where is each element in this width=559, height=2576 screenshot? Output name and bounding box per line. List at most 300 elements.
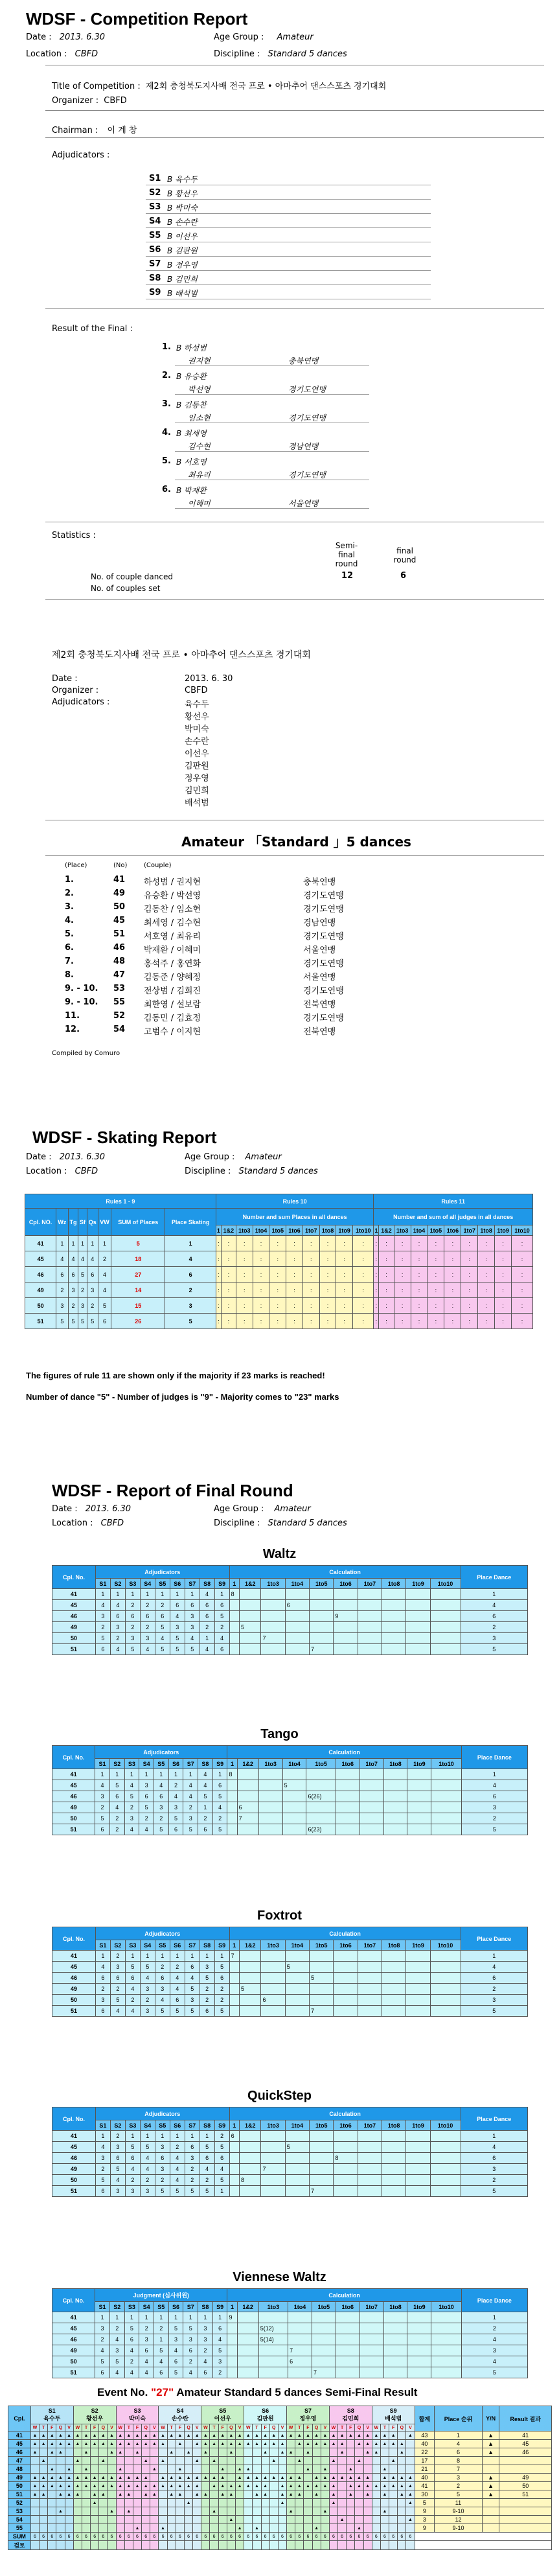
semi-col-sum: 6 xyxy=(48,2533,56,2541)
dance-row xyxy=(52,2323,528,2334)
semi-col-sum: 6 xyxy=(73,2533,82,2541)
semi-dance-code: T xyxy=(338,2424,347,2431)
semi-mark xyxy=(244,2516,253,2524)
semi-mark xyxy=(201,2465,210,2474)
calc-cell: 9 xyxy=(227,2312,237,2323)
semi-mark xyxy=(30,2507,39,2516)
semi-mark: ▲ xyxy=(227,2482,235,2490)
semi-col-sum: 6 xyxy=(269,2533,278,2541)
judge-mark: 6 xyxy=(170,1995,185,2006)
judge-mark: 2 xyxy=(140,2175,155,2186)
judge-mark: 2 xyxy=(139,1813,154,1824)
semi-row xyxy=(8,2524,552,2533)
dance-row xyxy=(52,1622,528,1633)
calc-cell xyxy=(285,2175,309,2186)
summary-couple: 최한영 / 설보람 xyxy=(144,1000,201,1010)
semi-col-sum: 6 xyxy=(124,2533,133,2541)
semi-mark: ▲ xyxy=(253,2474,261,2482)
judge-mark: 1 xyxy=(212,1769,227,1780)
date-label: Date : xyxy=(26,32,52,42)
semi-final-result xyxy=(0,2386,559,2576)
rule11-cell: : xyxy=(411,1236,428,1251)
dance-row xyxy=(52,1791,528,1802)
judge-mark: 5 xyxy=(95,2175,110,2186)
semi-mark xyxy=(150,2448,159,2457)
semi-mark: ▲ xyxy=(73,2457,82,2465)
semi-judge-name: 육수두 xyxy=(43,2415,61,2422)
calc-cell xyxy=(261,2175,285,2186)
adj-head: Adjudicators xyxy=(95,1566,229,1579)
semi-mark: ▲ xyxy=(406,2516,415,2524)
dance-table xyxy=(52,1927,528,2017)
judge-head: S7 xyxy=(183,1759,198,1769)
judge-mark: 5 xyxy=(214,1611,229,1622)
semi-mark xyxy=(321,2499,329,2507)
rule10-cell: : xyxy=(236,1251,253,1267)
calc-cell xyxy=(261,1984,285,1995)
semi-mark: ▲ xyxy=(269,2440,278,2448)
calc-col-header: 1to6 xyxy=(334,1579,358,1589)
dance-row xyxy=(52,1962,528,1973)
semi-mark xyxy=(398,2457,406,2465)
competition-value: 제2회 충청북도지사배 전국 프로 • 아마추어 댄스스포츠 경기대회 xyxy=(145,82,387,91)
calc-cell xyxy=(306,1802,336,1813)
calc-cell xyxy=(229,2175,239,2186)
rule10-cell: : xyxy=(253,1298,269,1314)
dance-row xyxy=(52,1973,528,1984)
judge-mark: 6 xyxy=(154,2367,168,2378)
dance-row xyxy=(52,1589,528,1600)
judge-mark: 2 xyxy=(185,2164,200,2175)
calc-cell xyxy=(431,2334,461,2345)
calc-cell xyxy=(285,1633,309,1644)
rule11-cell: : xyxy=(461,1251,478,1267)
judge-mark: 1 xyxy=(124,1769,139,1780)
judge-mark: 3 xyxy=(139,1780,154,1791)
semi-mark: ▲ xyxy=(91,2490,99,2499)
semi-col-sum: 6 xyxy=(363,2533,372,2541)
semi-mark: ▲ xyxy=(133,2448,141,2457)
judge-mark: 5 xyxy=(185,2186,200,2197)
semi-mark xyxy=(48,2457,56,2465)
calc-cell xyxy=(310,2164,334,2175)
calc-cell xyxy=(382,1622,406,1633)
judge-mark: 5 xyxy=(185,1984,200,1995)
semi-ok: ▲ xyxy=(482,2474,499,2482)
rules11-head: Rules 11 xyxy=(374,1194,533,1209)
semi-col-sum: 6 xyxy=(304,2533,312,2541)
semi-mark xyxy=(30,2457,39,2465)
place-dance: 1 xyxy=(461,1589,528,1600)
col-place: (Place) xyxy=(65,862,87,869)
semi-mark: ▲ xyxy=(295,2482,304,2490)
semi-mark xyxy=(150,2474,159,2482)
semi-mark: ▲ xyxy=(269,2457,278,2465)
semi-check-cell xyxy=(304,2541,312,2550)
judge-mark: 2 xyxy=(140,1600,155,1611)
judge-mark: 6 xyxy=(140,1611,155,1622)
semi-mark xyxy=(142,2499,150,2507)
calc-cell xyxy=(227,1824,237,1835)
semi-check-cell xyxy=(91,2541,99,2550)
calc-cell xyxy=(261,2186,285,2197)
dance-place: 3 xyxy=(78,1298,87,1314)
semi-mark: ▲ xyxy=(389,2431,398,2440)
judge-mark: 5 xyxy=(168,1813,183,1824)
cpl-no: 41 xyxy=(52,2312,95,2323)
calc-cell xyxy=(229,2142,239,2153)
judge-mark: 4 xyxy=(200,2164,214,2175)
semi-mark xyxy=(48,2524,56,2533)
semi-mark xyxy=(133,2465,141,2474)
dance-place: 4 xyxy=(87,1251,98,1267)
calc-cell xyxy=(229,1622,239,1633)
semi-mark: ▲ xyxy=(99,2457,108,2465)
result-club: 충북연맹 xyxy=(288,356,319,366)
judge-mark: 1 xyxy=(170,2131,185,2142)
semi-result xyxy=(499,2507,552,2516)
semi-mark xyxy=(82,2516,90,2524)
semi-mark: ▲ xyxy=(398,2440,406,2448)
semi-mark xyxy=(30,2516,39,2524)
judge-mark: 6 xyxy=(110,2153,125,2164)
semi-mark xyxy=(261,2465,269,2474)
calc-cell xyxy=(229,2006,239,2017)
calc-cell xyxy=(358,2006,382,2017)
semi-mark xyxy=(338,2507,347,2516)
semi-check-cell xyxy=(116,2541,124,2550)
semi-mark xyxy=(210,2499,218,2507)
underline xyxy=(146,256,431,257)
rule11-cell: : xyxy=(411,1267,428,1282)
semi-mark xyxy=(176,2516,184,2524)
calc-cell xyxy=(406,2006,430,2017)
semi-check-cell xyxy=(82,2541,90,2550)
semi-dance-code: T xyxy=(124,2424,133,2431)
semi-mark: ▲ xyxy=(65,2490,73,2499)
judge-mark: 1 xyxy=(109,1769,124,1780)
judge-mark: 5 xyxy=(155,1622,170,1633)
semi-check-cell xyxy=(355,2541,363,2550)
sum-of-places: 26 xyxy=(111,1314,165,1329)
judge-mark: 6 xyxy=(170,1600,185,1611)
judge-mark: 6 xyxy=(168,1824,183,1835)
judge-mark: 1 xyxy=(183,2312,198,2323)
semi-mark: ▲ xyxy=(201,2440,210,2448)
judge-mark: 2 xyxy=(140,1622,155,1633)
calc-cell xyxy=(430,2164,461,2175)
result-place: 1. xyxy=(162,342,171,352)
semi-mark: ▲ xyxy=(278,2499,286,2507)
calc-col-header: 1to7 xyxy=(358,1940,382,1951)
semi-mark xyxy=(133,2457,141,2465)
calc-cell xyxy=(285,1951,309,1962)
summary-adjudicator: 김민희 xyxy=(185,786,209,796)
judge-mark: 1 xyxy=(95,1769,110,1780)
semi-mark xyxy=(142,2516,150,2524)
calc-col-header: 1to7 xyxy=(359,2302,383,2312)
final-location-row xyxy=(52,1518,124,1528)
semi-col-sum: 6 xyxy=(30,2533,39,2541)
calc-col-header: 1to6 xyxy=(336,1759,359,1769)
semi-mark: ▲ xyxy=(201,2474,210,2482)
calc-cell xyxy=(359,1769,383,1780)
rule10-cell: : xyxy=(269,1314,286,1329)
rule10-cell: : xyxy=(216,1314,221,1329)
calc-col-header: 1to4 xyxy=(285,2120,309,2131)
summary-couple: 박재환 / 이혜미 xyxy=(144,946,201,955)
semi-mark xyxy=(218,2524,227,2533)
rule10-cell: : xyxy=(336,1251,353,1267)
dance-place: 5 xyxy=(56,1314,68,1329)
semi-mark xyxy=(159,2465,167,2474)
calc-cell xyxy=(239,1995,260,2006)
semi-mark xyxy=(159,2499,167,2507)
rule10-cell: : xyxy=(269,1267,286,1282)
summary-club: 전북연맹 xyxy=(303,1000,336,1010)
calc-cell xyxy=(431,1813,461,1824)
semi-mark: ▲ xyxy=(278,2431,286,2440)
judge-mark: 5 xyxy=(154,2345,168,2356)
calc-col-header: 1to5 xyxy=(310,2120,334,2131)
summary-no: 45 xyxy=(113,916,126,925)
semi-mark xyxy=(295,2499,304,2507)
semi-place: 11 xyxy=(435,2499,483,2507)
judge-mark: 3 xyxy=(95,1995,110,2006)
semi-judge-code: S2 xyxy=(91,2408,98,2414)
calc-cell xyxy=(312,2323,336,2334)
calc-cell xyxy=(430,1589,461,1600)
calc-cell xyxy=(258,2312,288,2323)
age-value: Amateur xyxy=(277,32,314,42)
calc-cell xyxy=(383,2312,407,2323)
divider xyxy=(45,855,544,856)
judge-mark: 4 xyxy=(124,1824,139,1835)
semi-mark xyxy=(338,2465,347,2474)
dance-place: 5 xyxy=(68,1314,78,1329)
semi-col-sum: 6 xyxy=(56,2533,65,2541)
semi-mark: ▲ xyxy=(133,2431,141,2440)
semi-col-sum: 6 xyxy=(389,2533,398,2541)
skating-date-row xyxy=(26,1152,105,1162)
semi-mark xyxy=(295,2516,304,2524)
semi-mark: ▲ xyxy=(30,2431,39,2440)
calc-cell xyxy=(310,2131,334,2142)
semi-place: 6 xyxy=(435,2448,483,2457)
dance-title: Waltz xyxy=(262,1547,297,1561)
calc-cell xyxy=(358,1600,382,1611)
calc-cell xyxy=(258,1824,282,1835)
judge-mark: 1 xyxy=(124,2312,139,2323)
semi-mark: ▲ xyxy=(56,2431,65,2440)
semi-check-cell xyxy=(338,2541,347,2550)
rule11-cell: : xyxy=(478,1267,495,1282)
judge-mark: 4 xyxy=(140,2153,155,2164)
semi-mark: ▲ xyxy=(40,2490,48,2499)
place-dance: 4 xyxy=(461,2334,527,2345)
calc-col-header: 1to4 xyxy=(288,2302,312,2312)
calc-cell xyxy=(229,2164,239,2175)
calc-cell xyxy=(358,2164,382,2175)
semi-dance-code: F xyxy=(304,2424,312,2431)
semi-judge-code: S7 xyxy=(304,2408,312,2414)
semi-mark xyxy=(124,2524,133,2533)
judge-mark: 2 xyxy=(95,1802,110,1813)
semi-check-cell xyxy=(253,2541,261,2550)
semi-mark: ▲ xyxy=(99,2482,108,2490)
semi-mark xyxy=(218,2507,227,2516)
semi-mark: ▲ xyxy=(91,2474,99,2482)
calc-cell: 7 xyxy=(237,1813,258,1824)
calc-cell xyxy=(406,2142,430,2153)
column-header: Sf xyxy=(78,1209,87,1236)
place-dance: 6 xyxy=(461,1973,528,1984)
summary-couple: 고범수 / 이지현 xyxy=(144,1027,201,1037)
calc-cell xyxy=(310,1633,334,1644)
semi-mark xyxy=(167,2440,176,2448)
semi-mark xyxy=(355,2448,363,2457)
dance-place: 4 xyxy=(98,1267,111,1282)
calc-cell xyxy=(382,2131,406,2142)
judge-head: S1 xyxy=(95,2120,110,2131)
rule10-cell: : xyxy=(236,1282,253,1298)
calc-cell xyxy=(358,1644,382,1655)
calc-cell xyxy=(382,2186,406,2197)
calc-cell xyxy=(239,1951,260,1962)
rule10-cell: : xyxy=(216,1267,221,1282)
rule10-cell: : xyxy=(236,1314,253,1329)
rule10-cell: : xyxy=(221,1282,236,1298)
judge-mark: 3 xyxy=(168,1802,183,1813)
semi-cpl-no: 46 xyxy=(8,2448,31,2457)
calc-cell xyxy=(261,1622,285,1633)
calc-cell xyxy=(239,2006,260,2017)
judge-mark: 1 xyxy=(154,2312,168,2323)
calc-cell xyxy=(382,1995,406,2006)
semi-dance-code: V xyxy=(278,2424,286,2431)
calc-col-header: 1&2 xyxy=(239,2120,260,2131)
calc-cell: 5 xyxy=(239,1984,260,1995)
semi-mark: ▲ xyxy=(48,2448,56,2457)
semi-mark xyxy=(287,2499,295,2507)
adjudicator-code: S6 xyxy=(149,245,161,255)
semi-ok xyxy=(482,2499,499,2507)
dance-row xyxy=(52,2312,528,2323)
semi-col-sum: 6 xyxy=(253,2533,261,2541)
semi-mark: ▲ xyxy=(210,2457,218,2465)
calc-col-header: 1to6 xyxy=(286,1225,303,1236)
semi-mark: ▲ xyxy=(253,2524,261,2533)
semi-mark xyxy=(73,2516,82,2524)
calc-cell xyxy=(336,1813,359,1824)
semi-mark xyxy=(304,2524,312,2533)
semi-mark xyxy=(295,2507,304,2516)
semi-mark xyxy=(363,2465,372,2474)
judge-mark: 3 xyxy=(125,1633,140,1644)
semi-mark xyxy=(116,2524,124,2533)
rule10-cell: : xyxy=(302,1314,319,1329)
rule11-cell: : xyxy=(495,1267,512,1282)
calc-col-header: 1to3 xyxy=(236,1225,253,1236)
calc-cell xyxy=(229,1995,239,2006)
semi-mark xyxy=(201,2507,210,2516)
semi-mark: ▲ xyxy=(244,2474,253,2482)
semi-mark: ▲ xyxy=(142,2457,150,2465)
calc-cell xyxy=(239,2186,260,2197)
dance-row xyxy=(52,2131,528,2142)
semi-mark: ▲ xyxy=(380,2465,389,2474)
calc-cell xyxy=(383,1802,407,1813)
place-dance: 3 xyxy=(461,2164,528,2175)
calc-col-header: 1to5 xyxy=(312,2302,336,2312)
judge-head: S2 xyxy=(110,2120,125,2131)
summary-adjudicator: 정우영 xyxy=(185,774,209,783)
cpl-no: 50 xyxy=(52,2175,96,2186)
semi-sum: 3 xyxy=(415,2516,435,2524)
summary-place: 8. xyxy=(65,970,74,980)
calc-col-header: 1&2 xyxy=(237,1759,258,1769)
semi-mark xyxy=(312,2457,321,2465)
calc-cell xyxy=(431,2367,461,2378)
semi-mark xyxy=(372,2499,380,2507)
judge-mark: 6 xyxy=(200,2006,214,2017)
cpl-no: 45 xyxy=(52,1600,96,1611)
rule10-cell: : xyxy=(353,1267,374,1282)
rule10-cell: : xyxy=(236,1267,253,1282)
semi-mark: ▲ xyxy=(244,2431,253,2440)
adjudicator-code: S7 xyxy=(149,259,161,269)
semi-mark: ▲ xyxy=(116,2440,124,2448)
semi-mark: ▲ xyxy=(142,2482,150,2490)
semi-mark xyxy=(269,2448,278,2457)
judge-mark: 3 xyxy=(155,2142,170,2153)
rule11-cell: : xyxy=(495,1314,512,1329)
judge-mark: 6 xyxy=(139,2345,154,2356)
calc-cell xyxy=(239,1973,260,1984)
dance-table xyxy=(52,2107,528,2197)
calc-cell xyxy=(227,1802,237,1813)
semi-mark xyxy=(91,2448,99,2457)
semi-ok: ▲ xyxy=(482,2490,499,2499)
calc-cell xyxy=(383,1791,407,1802)
semi-mark: ▲ xyxy=(48,2431,56,2440)
judge-head: S4 xyxy=(139,1759,154,1769)
semi-mark: ▲ xyxy=(218,2465,227,2474)
semi-mark xyxy=(269,2482,278,2490)
judge-mark: 3 xyxy=(95,1791,110,1802)
rule11-cell: : xyxy=(461,1267,478,1282)
semi-col-sum: 6 xyxy=(167,2533,176,2541)
semi-mark xyxy=(338,2482,347,2490)
semi-mark xyxy=(99,2507,108,2516)
cpl-no: 46 xyxy=(52,2153,96,2164)
rule10-cell: : xyxy=(221,1314,236,1329)
calc-cell xyxy=(261,2006,285,2017)
column-header: Wz xyxy=(56,1209,68,1236)
col-couple: (Couple) xyxy=(144,862,172,869)
semi-mark: ▲ xyxy=(40,2482,48,2490)
semi-col-sum: 6 xyxy=(244,2533,253,2541)
semi-mark xyxy=(380,2524,389,2533)
organizer-value: CBFD xyxy=(104,96,127,106)
judge-mark: 4 xyxy=(170,1611,185,1622)
semi-mark xyxy=(235,2516,244,2524)
dance-place: 1 xyxy=(68,1236,78,1251)
semi-mark: ▲ xyxy=(380,2474,389,2482)
semi-mark xyxy=(287,2457,295,2465)
calc-cell xyxy=(237,2345,258,2356)
semi-check-cell xyxy=(56,2541,65,2550)
